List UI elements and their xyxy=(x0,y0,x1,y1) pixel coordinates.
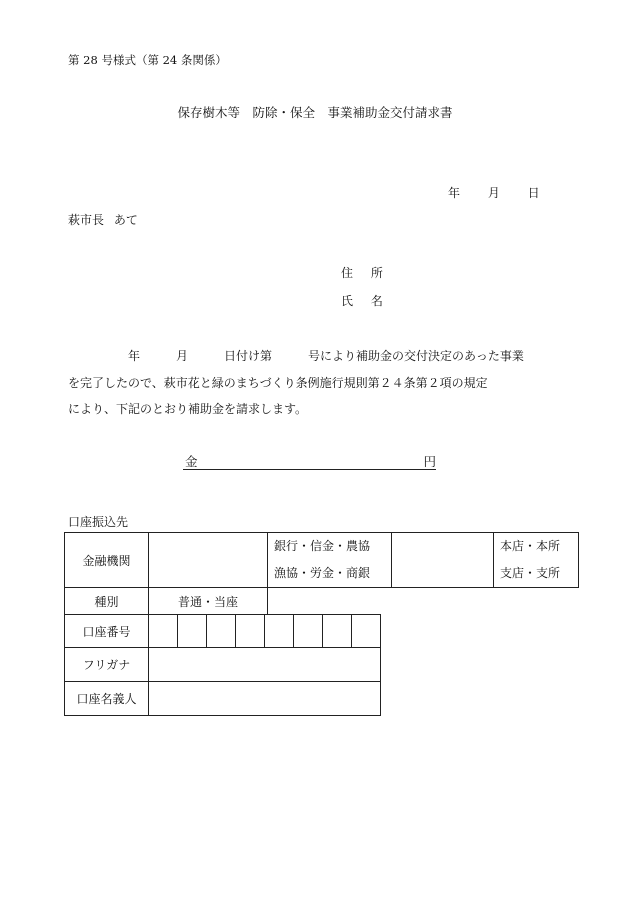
account-digit-6[interactable] xyxy=(294,615,323,648)
branch-name-cell[interactable] xyxy=(392,533,494,588)
amount-prefix: 金 xyxy=(185,454,198,469)
branch-types-line-1: 本店・本所 xyxy=(500,539,561,553)
bank-types-line-1: 銀行・信金・農協 xyxy=(274,539,371,553)
account-digit-4[interactable] xyxy=(236,615,265,648)
bank-table xyxy=(64,532,579,615)
name-label: 氏 名 xyxy=(341,294,383,308)
account-holder-cell[interactable] xyxy=(149,682,381,716)
bank-types-line-2: 漁協・労金・商銀 xyxy=(274,566,371,580)
body-line-3: により、下記のとおり補助金を請求します。 xyxy=(68,402,308,416)
account-heading: 口座振込先 xyxy=(68,515,129,529)
branch-types-line-2: 支店・支所 xyxy=(500,566,561,580)
account-digit-8[interactable] xyxy=(352,615,381,648)
type-label: 種別 xyxy=(65,588,149,615)
account-number-label: 口座番号 xyxy=(65,615,149,648)
account-digit-5[interactable] xyxy=(265,615,294,648)
account-digit-2[interactable] xyxy=(178,615,207,648)
account-digit-3[interactable] xyxy=(207,615,236,648)
date-line: 年 月 日 xyxy=(448,186,540,200)
furigana-label: フリガナ xyxy=(65,648,149,682)
body-line-2: を完了したので、萩市花と緑のまちづくり条例施行規則第２４条第２項の規定 xyxy=(68,375,488,390)
form-number: 第 28 号様式（第 24 条関係） xyxy=(68,53,227,67)
account-holder-label: 口座名義人 xyxy=(65,682,149,716)
request-body xyxy=(68,343,558,423)
bank-type-options[interactable] xyxy=(268,533,392,588)
furigana-cell[interactable] xyxy=(149,648,381,682)
account-digit-7[interactable] xyxy=(323,615,352,648)
amount-suffix: 円 xyxy=(423,454,436,469)
addressee: 萩市長 あて xyxy=(68,213,138,227)
account-digit-1[interactable] xyxy=(149,615,178,648)
account-table xyxy=(64,614,381,716)
institution-name-cell[interactable] xyxy=(149,533,268,588)
address-label: 住 所 xyxy=(341,266,383,280)
type-options[interactable]: 普通・当座 xyxy=(149,588,268,615)
institution-label: 金融機関 xyxy=(65,533,149,588)
body-line-1: 年 月 日付け第 号により補助金の交付決定のあった事業 xyxy=(68,349,524,363)
document-title: 保存樹木等 防除・保全 事業補助金交付請求書 xyxy=(177,105,453,120)
amount-field[interactable] xyxy=(183,452,436,470)
branch-type-options[interactable] xyxy=(494,533,579,588)
